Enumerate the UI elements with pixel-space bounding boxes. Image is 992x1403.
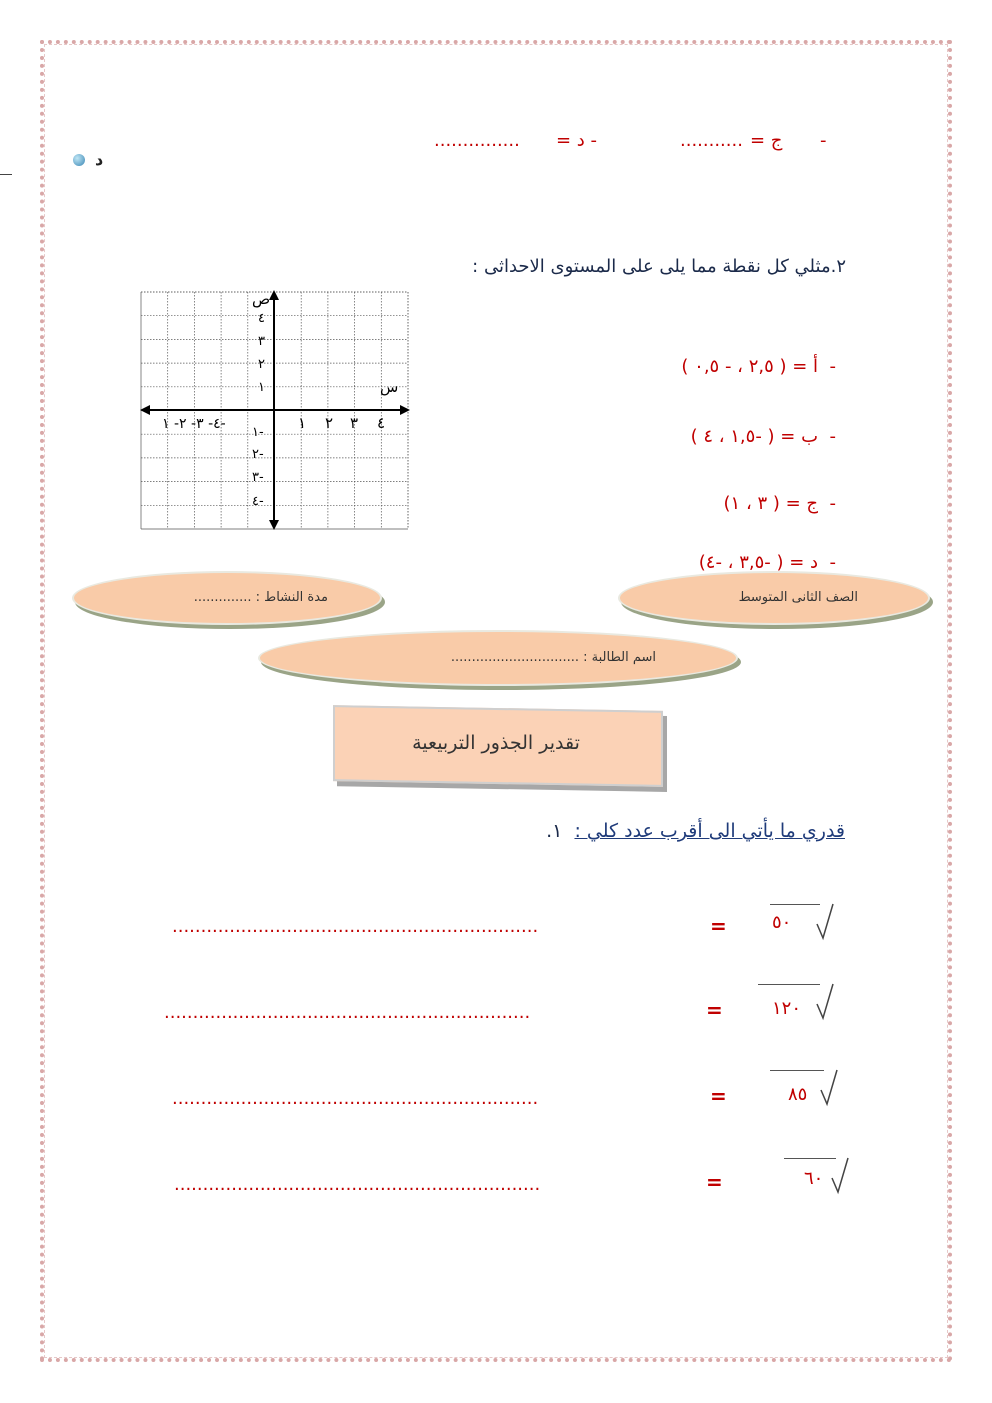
x-axis-label: س bbox=[380, 378, 399, 396]
q2-title: ٢.مثلي كل نقطة مما يلى على المستوى الاحداثى : bbox=[472, 256, 846, 277]
q1-title: قدري ما يأتي الى أقرب عدد كلي : bbox=[574, 820, 845, 842]
duration-box bbox=[72, 571, 382, 625]
sqrt-bar bbox=[770, 1070, 824, 1071]
grade-text: الصف الثانى المتوسط bbox=[738, 590, 858, 605]
margin-tick bbox=[0, 174, 12, 175]
y-tick-2: ٢ bbox=[258, 357, 265, 372]
point-dash: - bbox=[829, 356, 836, 377]
label-d: - د = bbox=[556, 130, 598, 151]
y-tick-neg1: ١- bbox=[252, 425, 264, 440]
duration-text: مدة النشاط : .............. bbox=[193, 590, 328, 605]
y-tick-1: ١ bbox=[258, 380, 265, 395]
point-j bbox=[724, 493, 836, 514]
y-axis-label: ص bbox=[252, 290, 271, 308]
point-a-label: أ = ( ٢,٥ ، - ٠,٥ ) bbox=[681, 356, 819, 377]
side-letter: د bbox=[95, 150, 104, 169]
dash-j: - bbox=[820, 130, 827, 151]
x-tick-1: ١ bbox=[298, 414, 307, 432]
y-tick-neg2: ٢- bbox=[252, 447, 264, 462]
x-tick-3: ٣ bbox=[350, 414, 359, 432]
radicand-2: ١٢٠ bbox=[772, 998, 802, 1019]
equals-3: = bbox=[710, 1084, 727, 1108]
answer-line-3[interactable]: ................................................................ bbox=[172, 1088, 539, 1109]
y-tick-neg3: ٣- bbox=[252, 470, 264, 485]
section-title: تقدير الجذور التربيعية bbox=[412, 732, 580, 754]
x-ticks-negative: ٤- ٣- ٢- ١- bbox=[162, 416, 226, 432]
point-a bbox=[681, 356, 836, 377]
sqrt-bar bbox=[770, 904, 820, 905]
dots-d: ............... bbox=[434, 130, 520, 151]
y-tick-4: ٤ bbox=[258, 311, 265, 326]
point-b bbox=[691, 426, 836, 447]
answer-line-1[interactable]: ................................................................ bbox=[172, 916, 539, 937]
bullet-icon bbox=[73, 154, 85, 166]
point-j-label: ج = ( ٣ ، ١) bbox=[723, 493, 819, 514]
sqrt-icon bbox=[819, 1068, 839, 1108]
sqrt-bar bbox=[758, 984, 820, 985]
point-b-label: ب = ( -١,٥ ، ٤ ) bbox=[690, 426, 819, 447]
point-dash: - bbox=[829, 552, 836, 571]
equals-4: = bbox=[706, 1170, 723, 1194]
coordinate-grid[interactable] bbox=[140, 290, 410, 530]
point-d bbox=[699, 552, 836, 571]
q1-heading bbox=[546, 820, 845, 842]
sqrt-icon bbox=[830, 1156, 850, 1196]
y-tick-neg4: ٤- bbox=[252, 494, 264, 509]
x-axis-arrow-left-icon bbox=[140, 405, 150, 415]
sqrt-icon bbox=[815, 902, 835, 942]
dots-j: ........... bbox=[680, 130, 743, 151]
answer-line-4[interactable]: ................................................................ bbox=[174, 1174, 541, 1195]
student-name-box[interactable] bbox=[258, 630, 738, 686]
y-axis-arrow-down-icon bbox=[269, 520, 279, 530]
equals-2: = bbox=[706, 998, 723, 1022]
point-dash: - bbox=[829, 493, 836, 514]
x-tick-2: ٢ bbox=[325, 414, 334, 432]
answer-line-2[interactable]: ................................................................ bbox=[164, 1002, 531, 1023]
sqrt-icon bbox=[815, 982, 835, 1022]
x-axis-arrow-right-icon bbox=[400, 405, 410, 415]
point-d-label: د = ( -٣,٥ ، -٤) bbox=[698, 552, 819, 571]
equals-1: = bbox=[710, 914, 727, 938]
radicand-4: ٦٠ bbox=[804, 1168, 824, 1189]
grade-box bbox=[618, 571, 930, 625]
student-name-text: اسم الطالبة : ............................... bbox=[450, 650, 656, 665]
page-border-inner bbox=[44, 44, 948, 1358]
y-axis-arrow-up-icon bbox=[269, 290, 279, 300]
q1-number: ١. bbox=[546, 820, 563, 842]
sqrt-bar bbox=[784, 1158, 836, 1159]
point-dash: - bbox=[829, 426, 836, 447]
x-tick-4: ٤ bbox=[377, 414, 386, 432]
radicand-3: ٨٥ bbox=[788, 1084, 808, 1105]
radicand-1: ٥٠ bbox=[772, 912, 792, 933]
label-j: ج = bbox=[750, 130, 783, 151]
y-tick-3: ٣ bbox=[258, 334, 265, 349]
